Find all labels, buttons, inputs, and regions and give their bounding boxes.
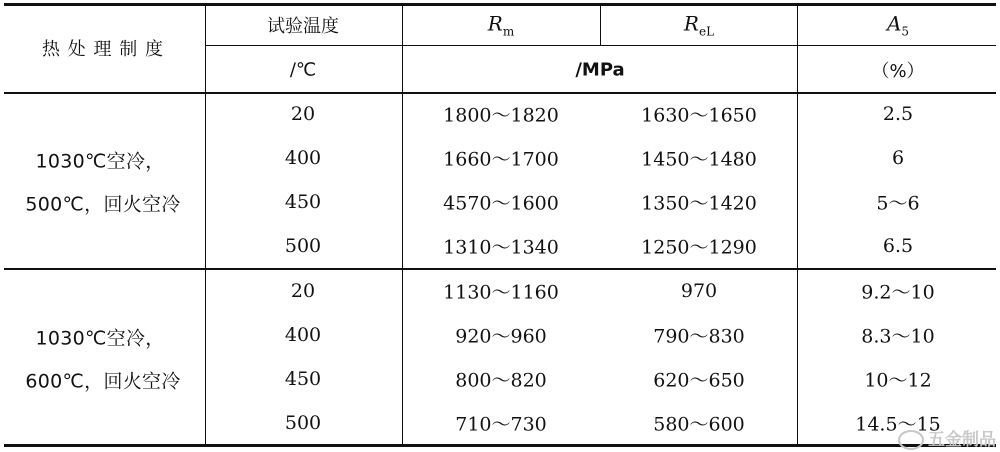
- table-row-cell: 2.5: [882, 103, 914, 125]
- table-row-cell: 9.2～10: [861, 281, 935, 304]
- header-bottom-rule: [4, 92, 996, 94]
- bottom-rule: [4, 444, 996, 447]
- watermark-text: 五金制品: [928, 430, 996, 450]
- table-row-cell: 400: [284, 324, 322, 346]
- header-a5: $A_5$: [886, 11, 910, 39]
- watermark: [898, 425, 996, 450]
- table-row-cell: 1130～1160: [443, 281, 559, 304]
- table-row-cell: 14.5～15: [855, 413, 941, 436]
- table-row-cell: 1660～1700: [443, 148, 559, 171]
- group2-treatment-line1: 1030℃空冷，: [35, 327, 165, 350]
- header-mpa-unit: /MPa: [575, 59, 625, 81]
- col-divider-1: [205, 4, 206, 445]
- group1-treatment-line1: 1030℃空冷，: [35, 150, 165, 173]
- table-row-cell: 790～830: [653, 325, 745, 348]
- table-row-cell: 1630～1650: [641, 104, 757, 127]
- table-row-cell: 1350～1420: [641, 192, 757, 215]
- table-row-cell: 20: [290, 103, 316, 125]
- table-row-cell: 970: [680, 280, 718, 302]
- table-row-cell: 1250～1290: [641, 236, 757, 259]
- watermark-logo-icon: [898, 430, 924, 450]
- table-row-cell: 500: [284, 235, 322, 257]
- table-row-cell: 450: [284, 368, 322, 390]
- table-row-cell: 6: [891, 147, 905, 169]
- table-row-cell: 20: [290, 280, 316, 302]
- col-divider-3: [600, 4, 601, 46]
- header-treatment: 热 处 理 制 度: [42, 39, 164, 60]
- table-row-cell: 620～650: [653, 369, 745, 392]
- table-row-cell: 400: [284, 147, 322, 169]
- table-row-cell: 1310～1340: [443, 236, 559, 259]
- table-row-cell: 6.5: [882, 235, 914, 257]
- top-rule: [4, 3, 996, 6]
- header-pct-unit: （%）: [871, 61, 925, 82]
- table-row-cell: 800～820: [455, 369, 547, 392]
- table-row-cell: 1800～1820: [443, 104, 559, 127]
- table-row-cell: 5～6: [876, 192, 920, 215]
- table-row-cell: 710～730: [455, 413, 547, 436]
- header-rel: $R_{eL}$: [683, 11, 715, 39]
- table-row-cell: 920～960: [455, 325, 547, 348]
- header-rm: $R_m$: [487, 11, 515, 39]
- table-row-cell: 500: [284, 412, 322, 434]
- table-row-cell: 4570～1600: [443, 192, 559, 215]
- header-temp-unit: /℃: [289, 59, 317, 81]
- table-row-cell: 450: [284, 191, 322, 213]
- col-divider-4: [797, 4, 798, 445]
- group1-treatment-line2: 500℃，回火空冷: [25, 193, 181, 216]
- col-divider-2: [402, 4, 403, 445]
- table-row-cell: 8.3～10: [861, 325, 935, 348]
- table-row-cell: 1450～1480: [641, 148, 757, 171]
- group-divider-rule: [4, 268, 996, 270]
- group2-treatment-line2: 600℃，回火空冷: [25, 370, 181, 393]
- header-test-temp: 试验温度: [267, 16, 339, 37]
- table-row-cell: 580～600: [653, 413, 745, 436]
- table-row-cell: 10～12: [864, 369, 932, 392]
